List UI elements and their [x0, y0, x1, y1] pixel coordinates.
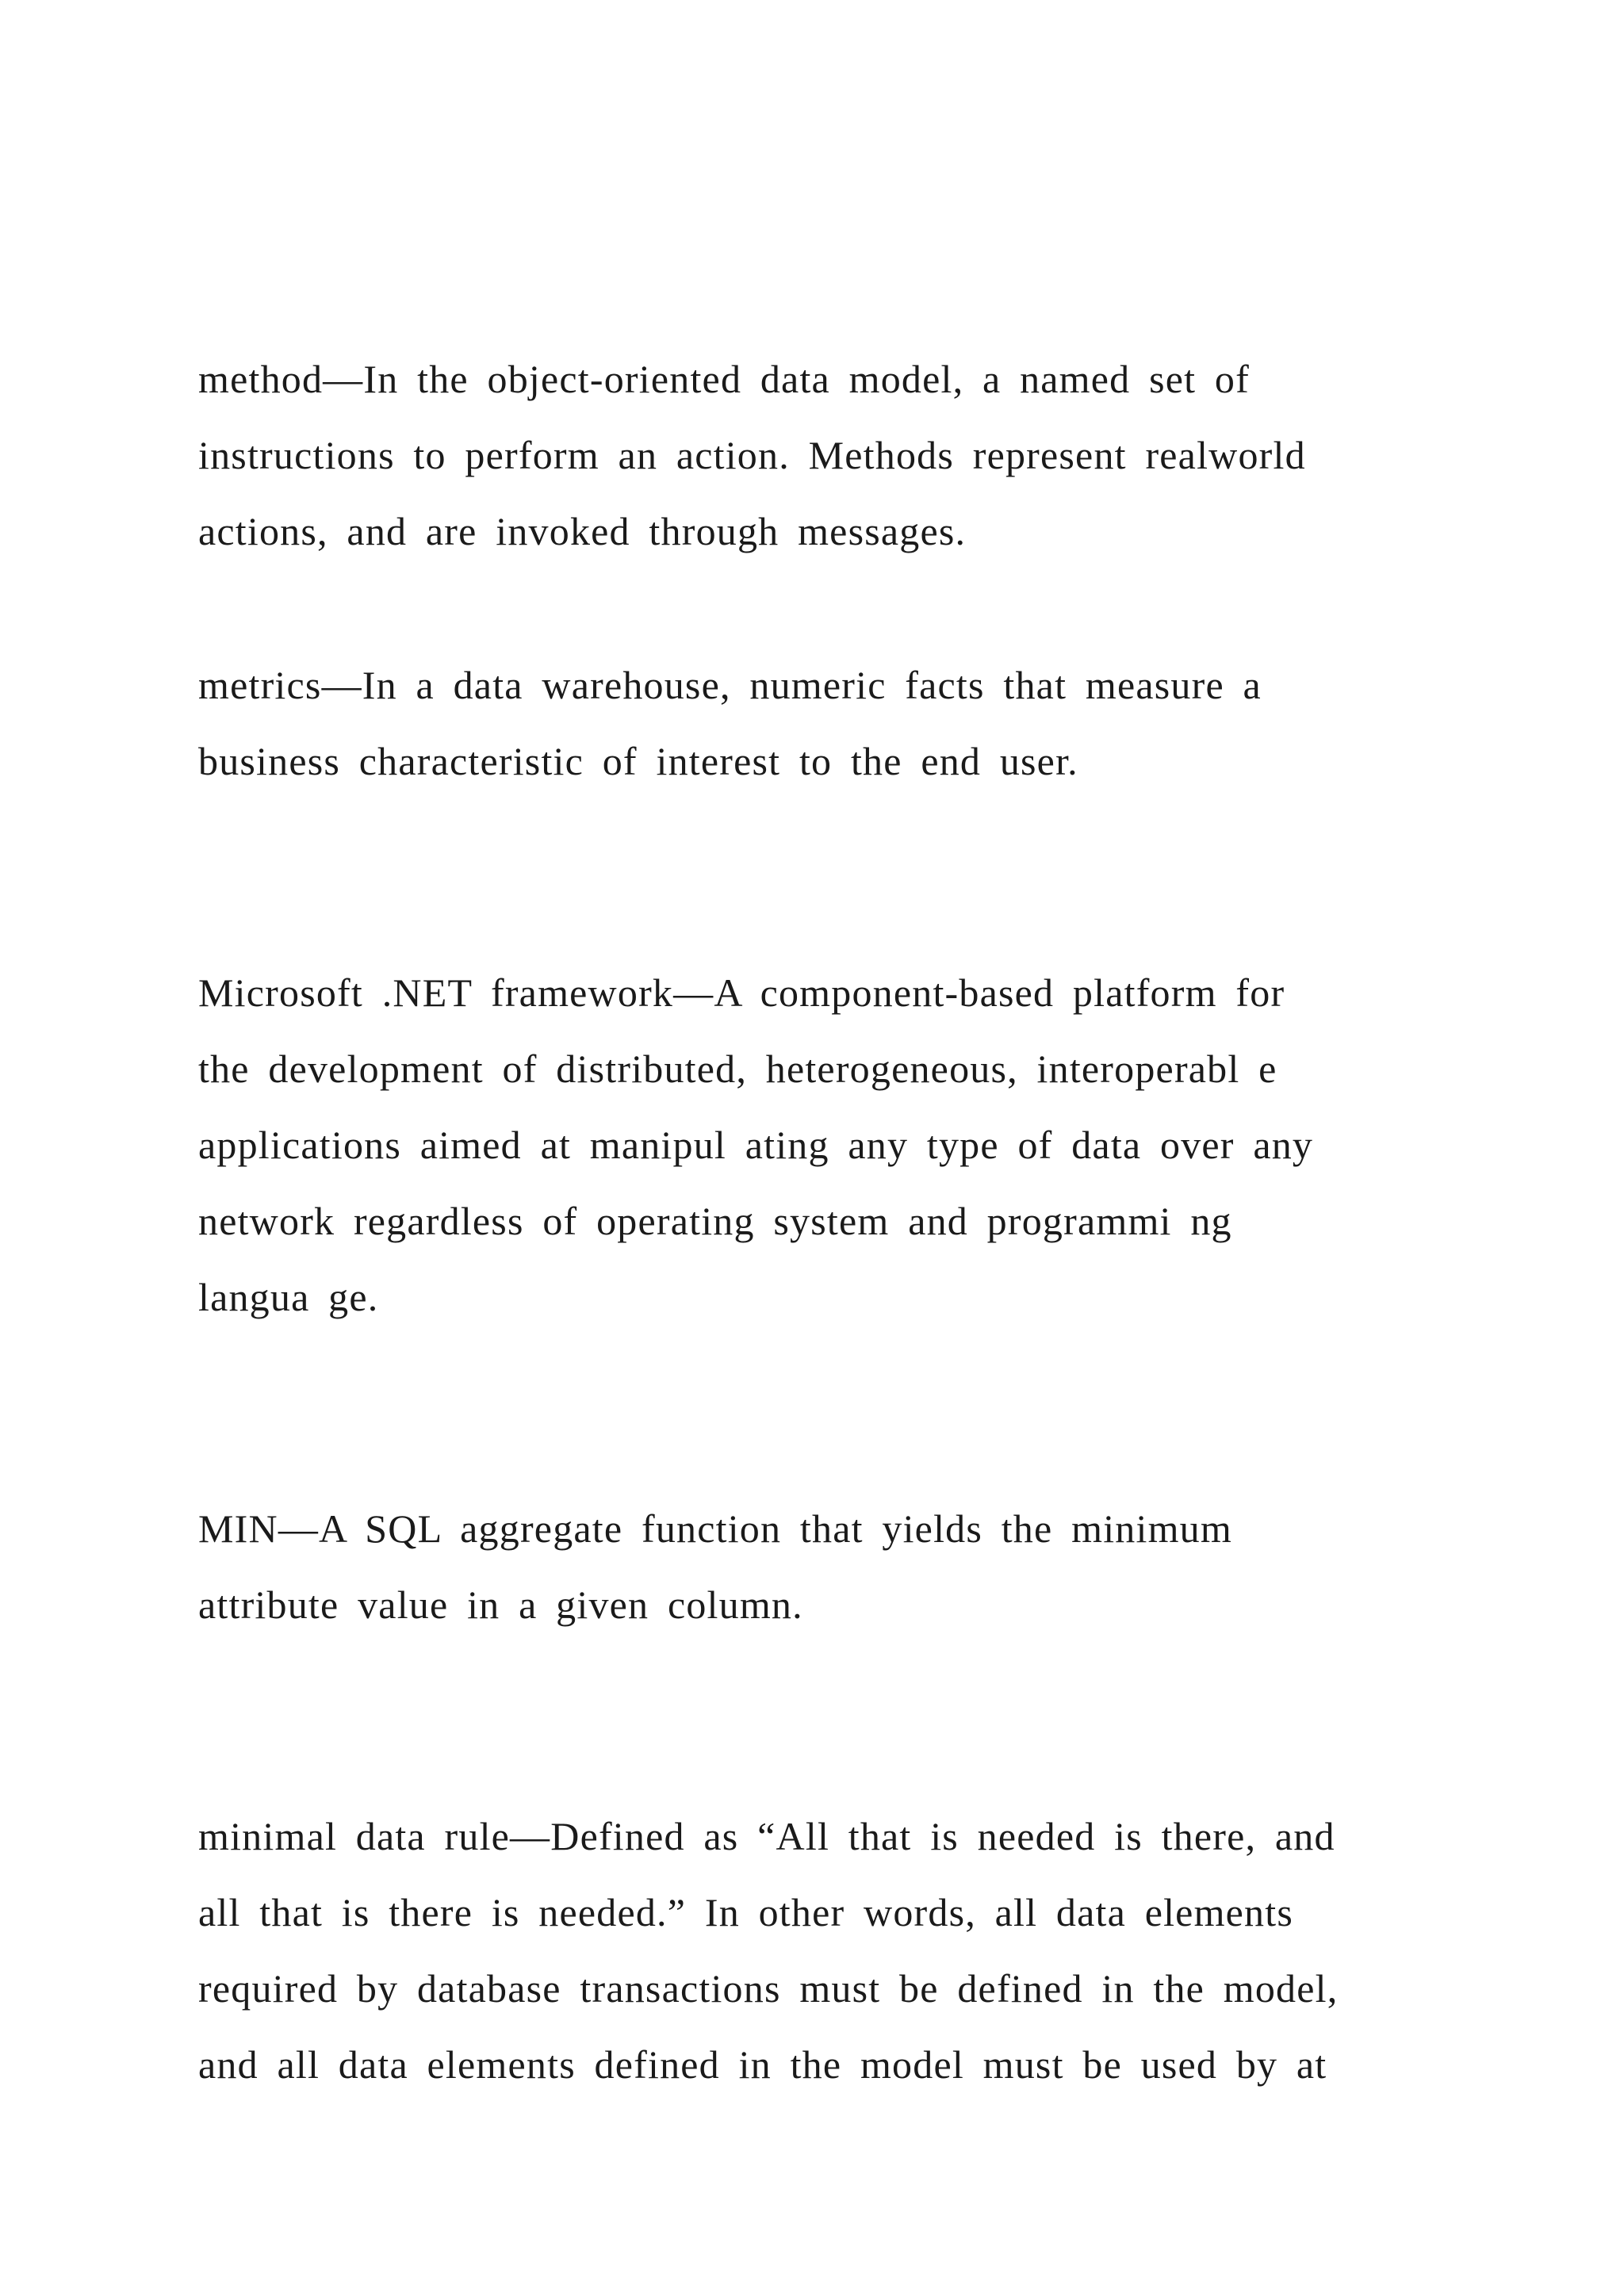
entry-line: MIN—A SQL aggregate function that yields the minimum	[198, 1506, 1232, 1551]
entry-line: langua ge.	[198, 1275, 379, 1319]
entry-line: instructions to perform an action. Methods represent realworld	[198, 433, 1306, 477]
entry-line: required by database transactions must be defined in the model,	[198, 1966, 1339, 2011]
entry-line: all that is there is needed.” In other words, all data elements	[198, 1890, 1294, 1934]
entry-line: Microsoft .NET framework—A component-based platform for	[198, 970, 1285, 1015]
entry-line: method—In the object-oriented data model, a named set of	[198, 357, 1250, 401]
entry-line: actions, and are invoked through messages.	[198, 509, 967, 553]
entry-line: the development of distributed, heterogeneous, interoperabl e	[198, 1047, 1277, 1091]
entry-line: network regardless of operating system and programmi ng	[198, 1199, 1232, 1243]
entry-line: attribute value in a given column.	[198, 1582, 803, 1627]
entry-line: and all data elements defined in the model must be used by at	[198, 2042, 1327, 2087]
entry-line: minimal data rule—Defined as “All that is needed is there, and	[198, 1814, 1335, 1858]
entry-line: business characteristic of interest to the end user.	[198, 739, 1078, 783]
entry-line: metrics—In a data warehouse, numeric facts that measure a	[198, 663, 1262, 707]
entry-line: applications aimed at manipul ating any type of data over any	[198, 1123, 1314, 1167]
